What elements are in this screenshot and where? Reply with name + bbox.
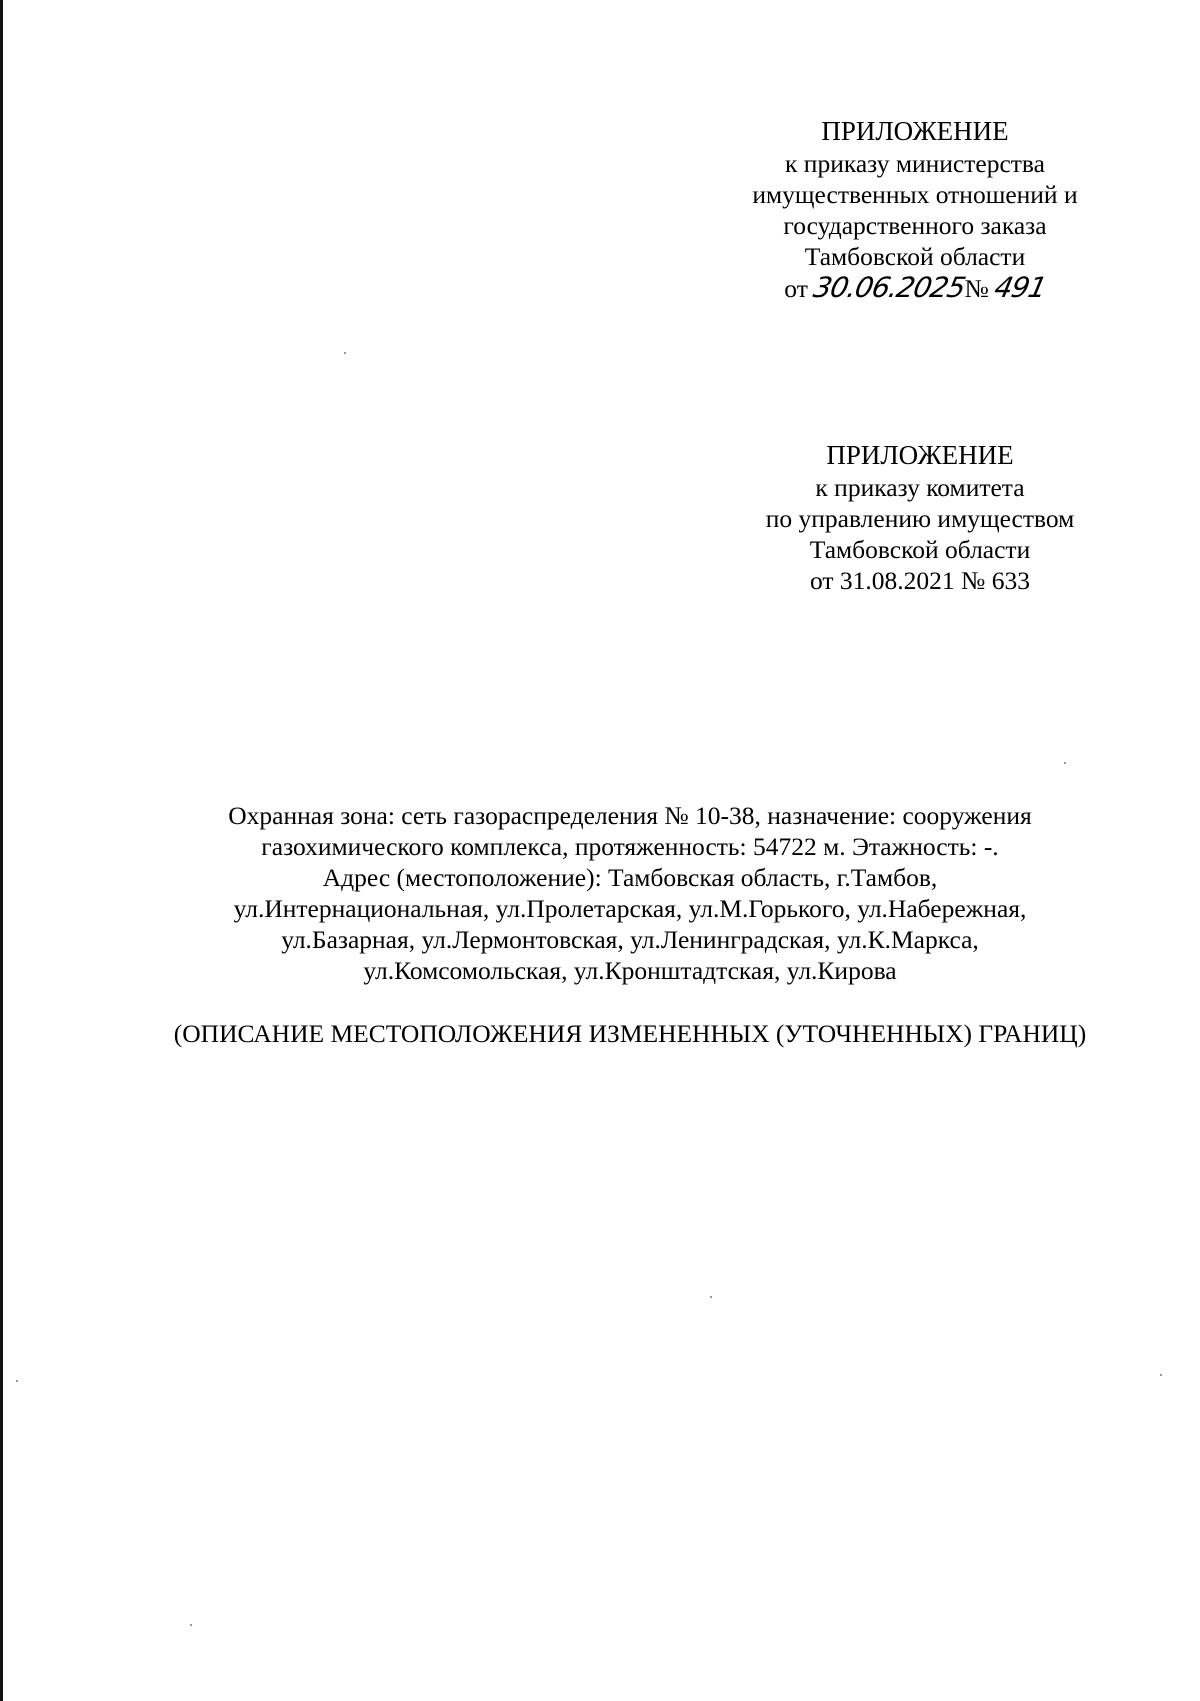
scan-speck: [16, 1380, 18, 1382]
approval-title: ПРИЛОЖЕНИЕ: [826, 440, 1014, 470]
approval-line: Тамбовской области: [804, 242, 1026, 271]
approval-date-line: [715, 272, 1115, 304]
approval-line: по управлению имуществом: [765, 504, 1075, 533]
subject-paragraph: [160, 800, 1100, 986]
approval-line: государственного заказа: [783, 211, 1047, 240]
number-sign: №: [964, 274, 989, 303]
scan-speck: [710, 1296, 712, 1298]
approval-block-previous: [720, 438, 1120, 596]
approval-line: к приказу комитета: [815, 473, 1025, 502]
approval-line: к приказу министерства: [785, 149, 1045, 178]
scan-left-edge: [0, 0, 3, 1701]
subject-line: Адрес (местоположение): Тамбовская область, г.Тамбов,: [322, 863, 938, 892]
approval-line: имущественных отношений и: [752, 180, 1078, 209]
scan-speck: [344, 352, 346, 354]
approval-block-current: [715, 114, 1115, 304]
subject-line: ул.Комсомольская, ул.Кронштадтская, ул.Кирова: [363, 956, 897, 985]
subject-line: ул.Интернациональная, ул.Пролетарская, ул.М.Горького, ул.Набережная,: [233, 894, 1027, 923]
scan-speck: [1064, 762, 1066, 764]
date-prefix: от: [784, 274, 808, 303]
subject-line: газохимического комплекса, протяженность: 54722 м. Этажность: -.: [261, 832, 999, 861]
description-heading: (ОПИСАНИЕ МЕСТОПОЛОЖЕНИЯ ИЗМЕНЕННЫХ (УТОЧНЕННЫХ) ГРАНИЦ): [173, 1019, 1087, 1048]
subject-line: ул.Базарная, ул.Лермонтовская, ул.Ленинградская, ул.К.Маркса,: [281, 925, 979, 954]
subject-line: Охранная зона: сеть газораспределения № 10-38, назначение: сооружения: [228, 801, 1032, 830]
handwritten-date: 30.06.2025: [810, 271, 969, 304]
handwritten-number: 491: [991, 271, 1050, 304]
approval-title: ПРИЛОЖЕНИЕ: [821, 116, 1009, 146]
approval-line: от 31.08.2021 № 633: [809, 566, 1030, 595]
approval-line: Тамбовской области: [809, 535, 1031, 564]
scan-speck: [1160, 1374, 1162, 1376]
scan-speck: [190, 1624, 192, 1626]
